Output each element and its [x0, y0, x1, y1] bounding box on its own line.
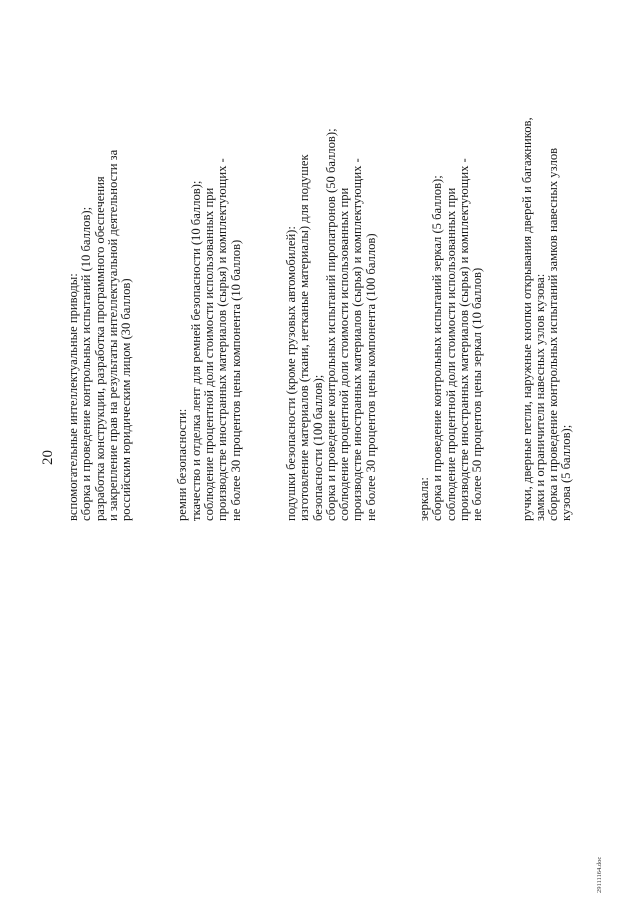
paragraph-intellectual-drives — [67, 21, 133, 521]
paragraph-line: российским юридическим лицом (30 баллов) — [119, 278, 134, 521]
paragraph-line: кузова (5 баллов); — [559, 424, 574, 521]
footer-file-code: 29111164.doc — [596, 856, 603, 893]
paragraph-line: ткачество и отделка лент для ремней безопасности (10 баллов); — [188, 180, 203, 521]
document-body — [67, 21, 574, 521]
paragraph-line: вспомогательные интеллектуальные приводы: — [66, 273, 80, 521]
paragraph-line: замки и ограничители навесных узлов кузова: — [532, 273, 547, 521]
paragraph-line: соблюдение процентной доли стоимости использованных при — [337, 187, 352, 521]
paragraph-line: разработка конструкции, разработка программного обеспечения — [92, 176, 107, 521]
paragraph-spacer — [485, 21, 521, 521]
paragraph-airbags — [285, 21, 378, 521]
paragraph-line: не более 30 процентов цены компонента (100 баллов) — [363, 233, 378, 521]
paragraph-mirrors — [418, 21, 484, 521]
paragraph-spacer — [133, 21, 176, 521]
paragraph-line: ремни безопасности: — [175, 408, 190, 521]
paragraph-handles-hinges-locks — [521, 21, 574, 521]
paragraph-line: сборка и проведение контрольных испытаний замков навесных узлов — [546, 147, 561, 521]
paragraph-line: сборка и проведение контрольных испытаний зеркал (5 баллов); — [430, 175, 445, 521]
paragraph-line: изготовление материалов (ткани, нетканые материалы) для подушек — [297, 154, 312, 521]
paragraph-line: не более 50 процентов цены зеркал (10 баллов) — [470, 267, 485, 521]
paragraph-line: не более 30 процентов цены компонента (10 баллов) — [228, 239, 243, 521]
page-number: 20 — [40, 450, 56, 465]
paragraph-line: подушки безопасности (кроме грузовых автомобилей): — [283, 226, 298, 521]
paragraph-seat-belts — [176, 21, 242, 521]
paragraph-line: производстве иностранных материалов (сырья) и комплектующих - — [215, 158, 230, 521]
paragraph-spacer — [378, 21, 418, 521]
paragraph-line: соблюдение процентной доли стоимости использованных при — [443, 187, 458, 521]
paragraph-line: производстве иностранных материалов (сырья) и комплектующих - — [350, 158, 365, 521]
paragraph-line: сборка и проведение контрольных испытаний (10 баллов); — [79, 206, 94, 521]
paragraph-line: и закрепление прав на результаты интеллектуальной деятельности за — [105, 149, 120, 521]
paragraph-line: зеркала: — [417, 477, 432, 521]
paragraph-line: ручки, дверные петли, наружные кнопки открывания дверей и багажников, — [519, 117, 534, 521]
paragraph-line: безопасности (100 баллов); — [310, 374, 325, 521]
paragraph-line: сборка и проведение контрольных испытаний пиропатронов (50 баллов); — [323, 128, 338, 521]
paragraph-spacer — [243, 21, 285, 521]
paragraph-line: производстве иностранных материалов (сырья) и комплектующих - — [456, 158, 471, 521]
paragraph-line: соблюдение процентной доли стоимости использованных при — [202, 187, 217, 521]
